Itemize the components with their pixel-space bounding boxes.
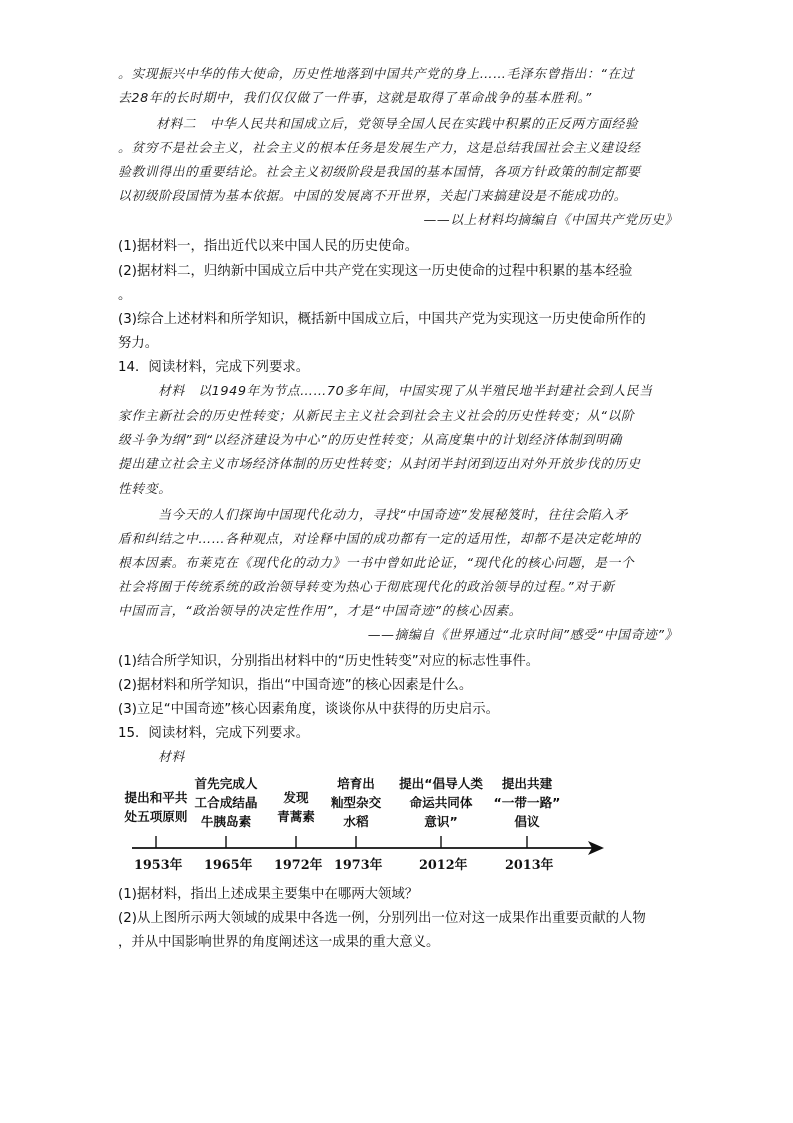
material-14-line: 家作主新社会的历史性转变；从新民主主义社会到社会主义社会的历史性转变；从“以阶 (118, 409, 635, 424)
question-14-heading: 14．阅读材料，完成下列要求。 (118, 360, 310, 375)
question-15-1: (1)据材料，指出上述成果主要集中在哪两大领域？ (118, 887, 419, 902)
material-14-line: 当今天的人们探询中国现代化动力，寻找“中国奇迹”发展秘笈时，往往会陷入矛 (158, 508, 628, 523)
question-13-2: (2)据材料二，归纳新中国成立后中共产党在实现这一历史使命的过程中积累的基本经验 (118, 264, 633, 279)
question-14-3: (3)立足“中国奇迹”核心因素角度，谈谈你从中获得的历史启示。 (118, 702, 499, 717)
material-15-label: 材料 (158, 750, 185, 765)
timeline-event: 提出“倡导人类 命运共同体 意识” (399, 776, 483, 829)
material-source: ——摘编自《世界通过“北京时间”感受“中国奇迹”》 (367, 628, 678, 643)
material-14-line: 盾和纠结之中……各种观点，对诠释中国的成功都有一定的适用性，却都不是决定乾坤的 (118, 532, 641, 547)
question-15-heading: 15．阅读材料，完成下列要求。 (118, 726, 310, 741)
question-14-2: (2)据材料和所学知识，指出“中国奇迹”的核心因素是什么。 (118, 678, 473, 693)
timeline-event: 发现 青蒿素 (277, 790, 315, 824)
timeline-year: 1972年 (274, 858, 323, 873)
question-14-1: (1)结合所学知识，分别指出材料中的“历史性转变”对应的标志性事件。 (118, 654, 540, 669)
timeline-year: 1973年 (334, 858, 383, 873)
material-2-line: 。贫穷不是社会主义，社会主义的根本任务是发展生产力，这是总结我国社会主义建设经 (118, 141, 641, 156)
timeline (118, 770, 618, 880)
timeline-event: 提出和平共 处五项原则 (124, 790, 188, 824)
timeline-year: 2012年 (419, 858, 468, 873)
question-15-2: (2)从上图所示两大领域的成果中各选一例，分别列出一位对这一成果作出重要贡献的人物 (118, 911, 646, 926)
material-14-line: 级斗争为纲”到“以经济建设为中心”的历史性转变；从高度集中的计划经济体制到明确 (118, 433, 622, 448)
question-13-3-cont: 努力。 (118, 336, 159, 351)
material-14-line: 性转变。 (118, 482, 172, 497)
timeline-year: 1953年 (134, 858, 183, 873)
timeline-event: 培育出 籼型杂交 水稻 (330, 776, 382, 829)
material-2-line: 以初级阶段国情为基本依据。中国的发展离不开世界，关起门来搞建设是不能成功的。 (118, 189, 628, 204)
timeline-year: 1965年 (204, 858, 253, 873)
timeline-event: 提出共建 “一带一路” 倡议 (493, 776, 561, 829)
material-14-line: 中国而言，“政治领导的决定性作用”，才是“中国奇迹”的核心因素。 (118, 604, 523, 619)
question-15-2-cont: ，并从中国影响世界的角度阐述这一成果的重大意义。 (118, 935, 440, 950)
material-14-line: 提出建立社会主义市场经济体制的历史性转变；从封闭半封闭到迈出对外开放步伐的历史 (118, 457, 641, 472)
timeline-event: 首先完成人 工合成结晶 牛胰岛素 (194, 776, 258, 829)
material-1-line: 。实现振兴中华的伟大使命，历史性地落到中国共产党的身上……毛泽东曾指出：“在过 (118, 67, 635, 82)
material-source: ——以上材料均摘编自《中国共产党历史》 (423, 213, 678, 228)
timeline-year: 2013年 (505, 858, 554, 873)
question-13-2-cont: 。 (118, 288, 132, 303)
material-1-line: 去28年的长时期中，我们仅仅做了一件事，这就是取得了革命战争的基本胜利。” (118, 91, 592, 106)
material-14-line: 根本因素。布莱克在《现代化的动力》一书中曾如此论证，“现代化的核心问题，是一个 (118, 556, 635, 571)
material-2-line: 验教训得出的重要结论。社会主义初级阶段是我国的基本国情，各项方针政策的制定都要 (118, 165, 641, 180)
material-14-line: 材料 以1949年为节点……70多年间，中国实现了从半殖民地半封建社会到人民当 (158, 384, 653, 399)
question-13-1: (1)据材料一，指出近代以来中国人民的历史使命。 (118, 239, 419, 254)
material-14-line: 社会将囿于传统系统的政治领导转变为热心于彻底现代化的政治领导的过程。”对于新 (118, 580, 615, 595)
question-13-3: (3)综合上述材料和所学知识，概括新中国成立后，中国共产党为实现这一历史使命所作的 (118, 312, 646, 327)
material-2-line: 材料二 中华人民共和国成立后，党领导全国人民在实践中积累的正反两方面经验 (156, 117, 639, 132)
